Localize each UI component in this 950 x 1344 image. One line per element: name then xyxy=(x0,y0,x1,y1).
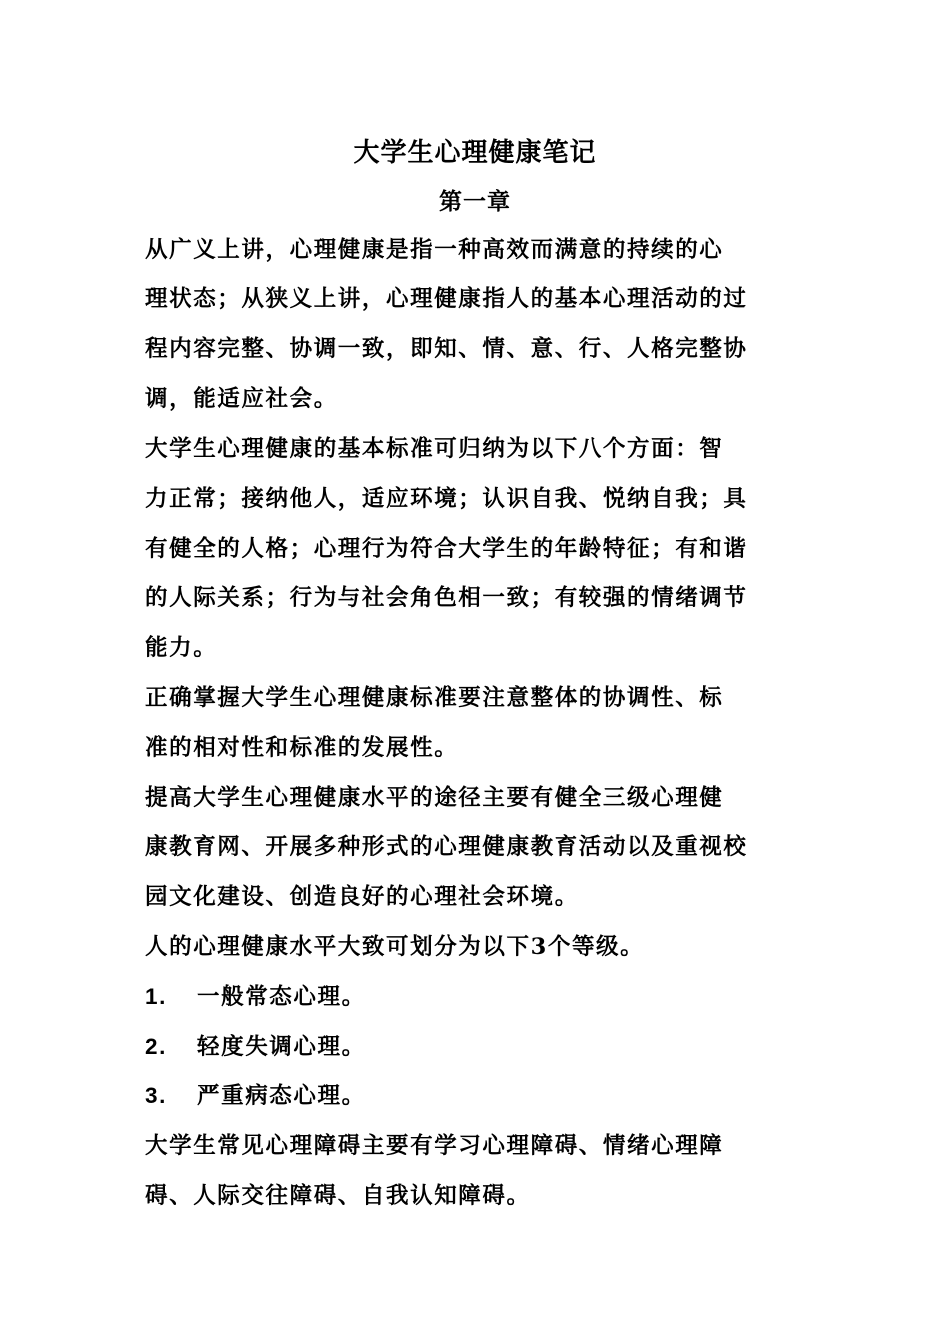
text-line: 理状态；从狭义上讲，心理健康指人的基本心理活动的过 xyxy=(145,286,748,312)
text-line: 能力。 xyxy=(145,635,218,661)
text-line: 力正常；接纳他人，适应环境；认识自我、悦纳自我；具 xyxy=(145,486,748,512)
text-line: 准的相对性和标准的发展性。 xyxy=(145,735,459,761)
list-item xyxy=(145,977,366,1017)
text-line: 人的心理健康水平大致可划分为以下3个等级。 xyxy=(145,934,645,960)
text-line: 有健全的人格；心理行为符合大学生的年龄特征；有和谐 xyxy=(145,536,748,562)
text-line: 正确掌握大学生心理健康标准要注意整体的协调性、标 xyxy=(145,685,724,711)
document-title: 大学生心理健康笔记 xyxy=(353,138,597,168)
text-line: 提高大学生心理健康水平的途径主要有健全三级心理健 xyxy=(145,785,724,811)
text-line: 大学生心理健康的基本标准可归纳为以下八个方面：智 xyxy=(145,436,724,462)
chapter-heading: 第一章 xyxy=(439,188,511,215)
text-line: 的人际关系；行为与社会角色相一致；有较强的情绪调节 xyxy=(145,585,748,611)
list-text: 一般常态心理。 xyxy=(197,984,366,1010)
text-line: 康教育网、开展多种形式的心理健康教育活动以及重视校 xyxy=(145,834,748,860)
list-item xyxy=(145,1076,366,1116)
text-line: 调，能适应社会。 xyxy=(145,386,338,412)
list-number: 1. xyxy=(145,984,167,1009)
text-line: 大学生常见心理障碍主要有学习心理障碍、情绪心理障 xyxy=(145,1133,724,1159)
list-item xyxy=(145,1027,366,1067)
list-text: 严重病态心理。 xyxy=(197,1083,366,1109)
text-line: 碍、人际交往障碍、自我认知障碍。 xyxy=(145,1183,531,1209)
text-line: 园文化建设、创造良好的心理社会环境。 xyxy=(145,884,579,910)
text-line: 从广义上讲，心理健康是指一种高效而满意的持续的心 xyxy=(145,237,724,263)
text-line: 程内容完整、协调一致，即知、情、意、行、人格完整协 xyxy=(145,336,748,362)
list-number: 2. xyxy=(145,1034,167,1059)
list-text: 轻度失调心理。 xyxy=(197,1034,366,1060)
list-number: 3. xyxy=(145,1083,167,1108)
